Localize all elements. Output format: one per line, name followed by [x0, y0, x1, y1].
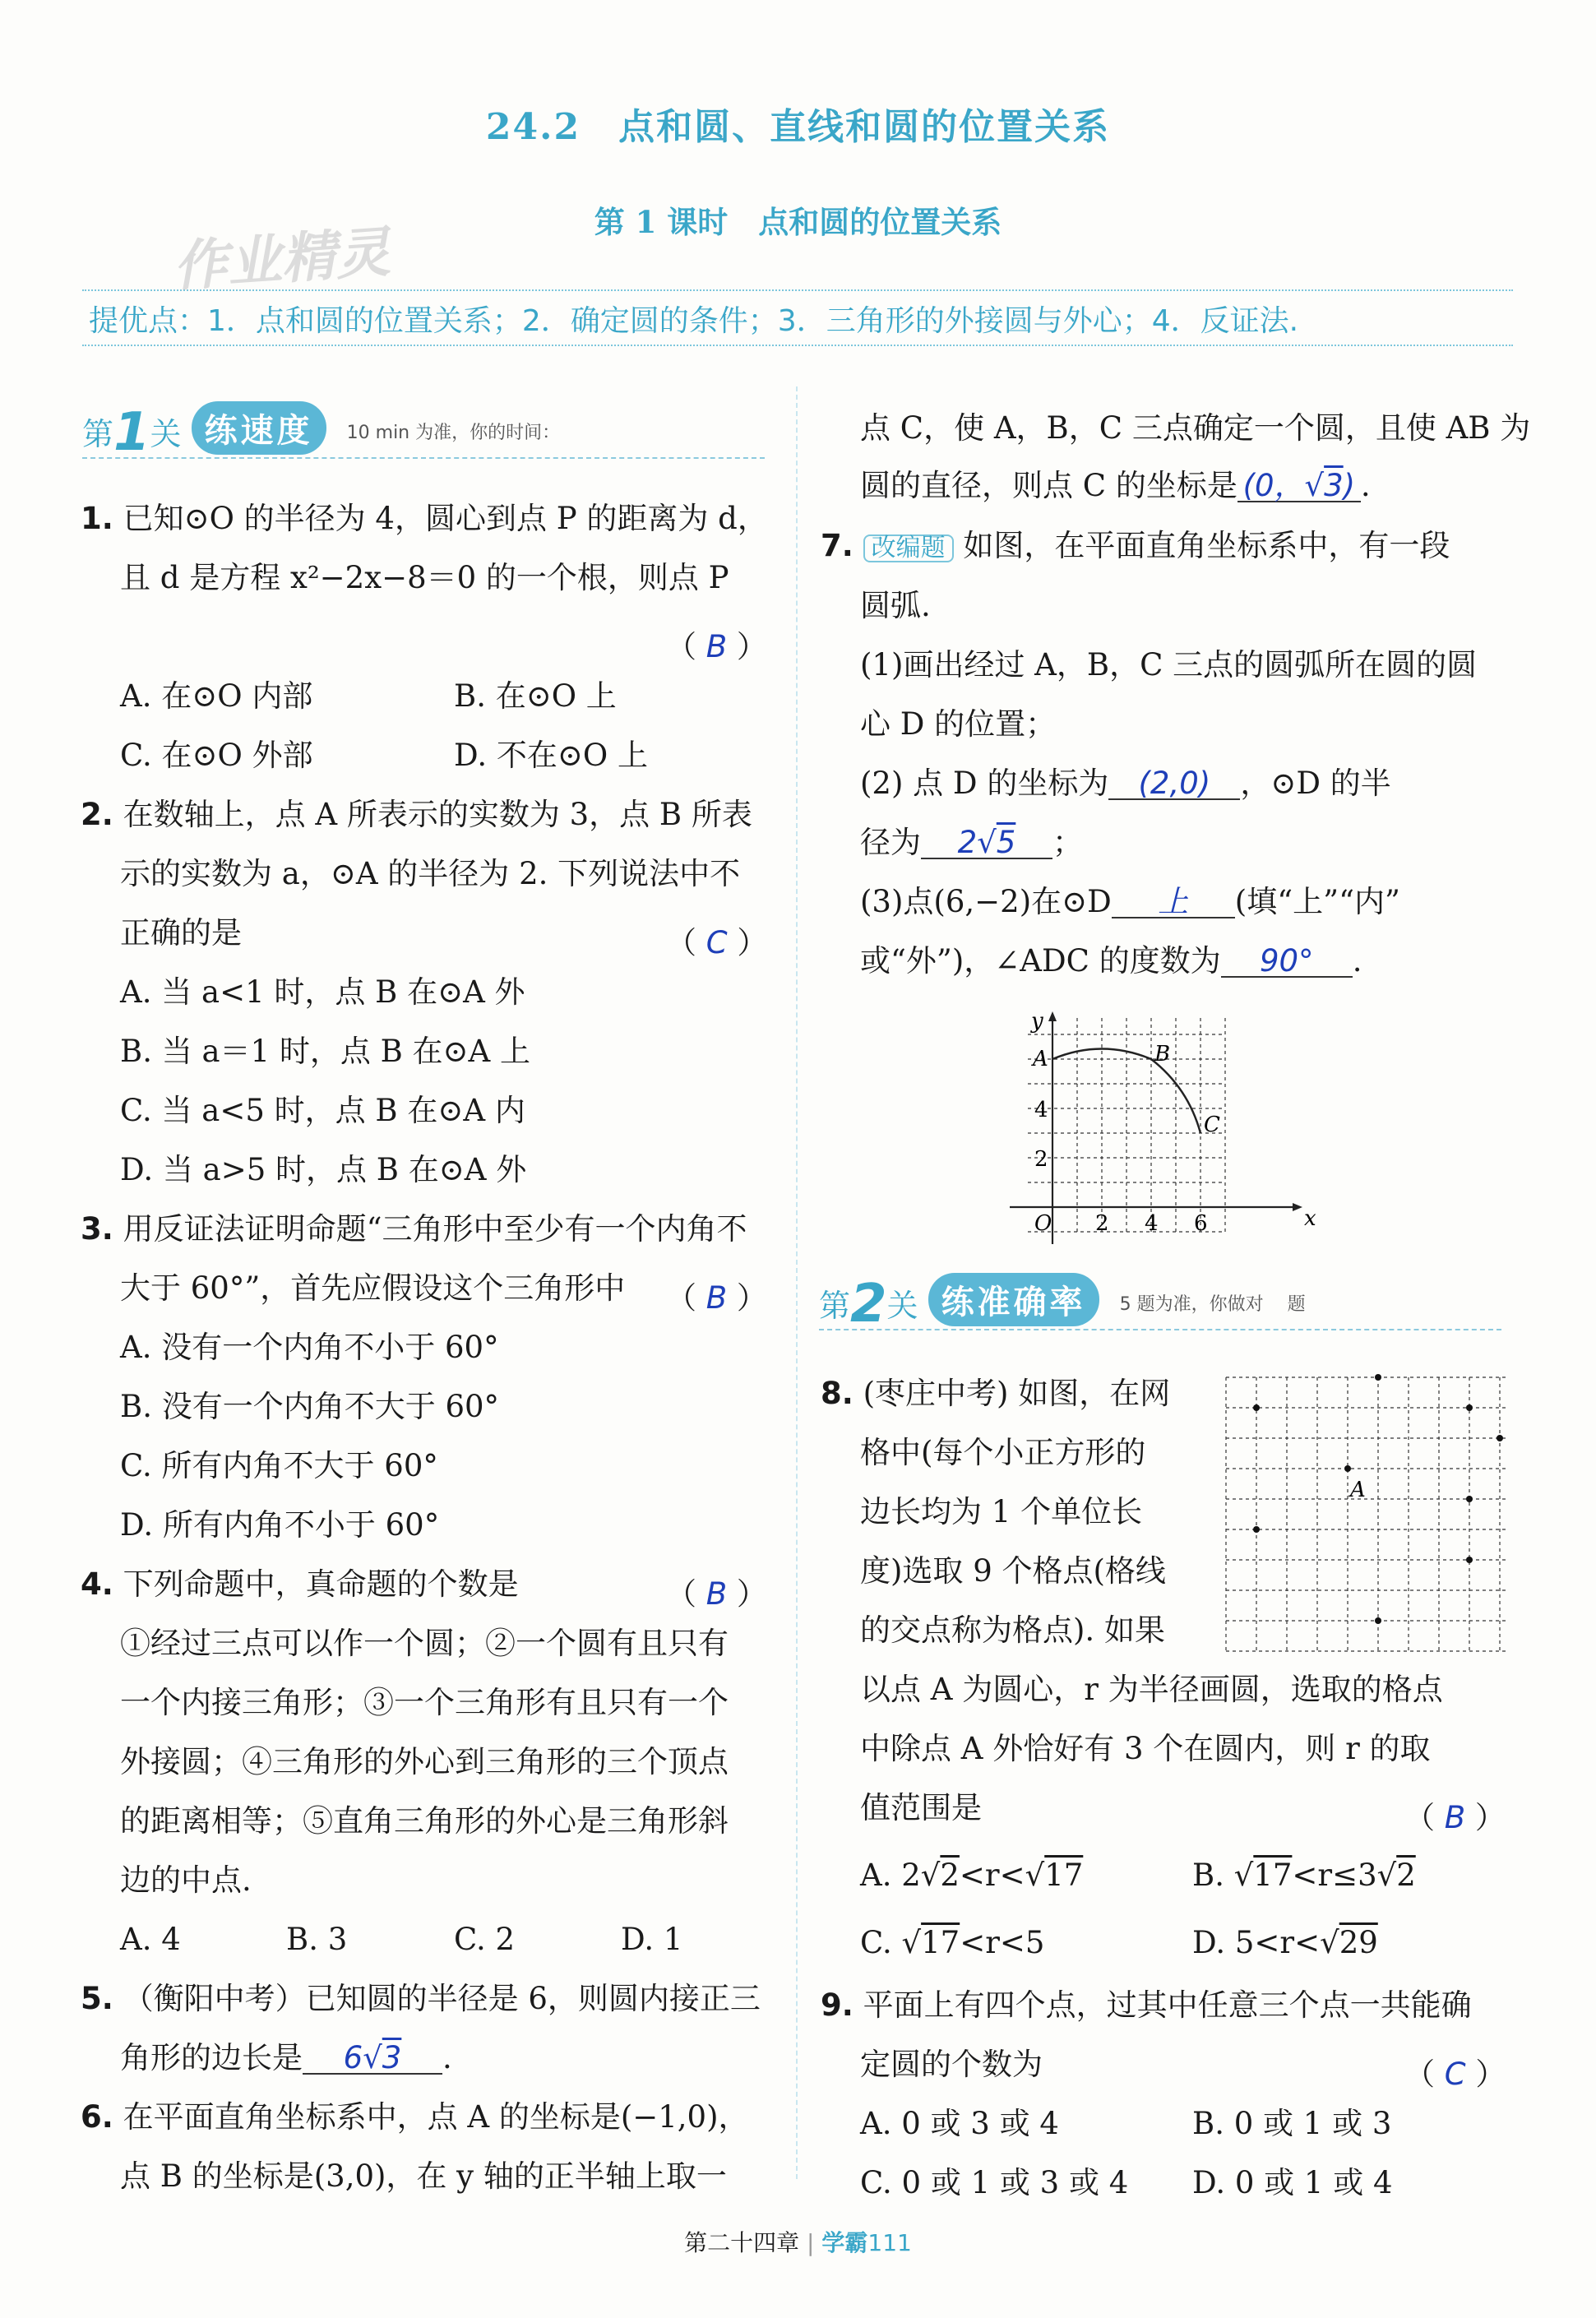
q8-grid-figure: [1222, 1373, 1510, 1661]
q6-answer-pre: (0，: [1242, 468, 1305, 503]
q2-option-d: D. 当 a>5 时，点 B 在⊙A 外: [120, 1152, 527, 1187]
q8-optc-pre: C.: [860, 1925, 902, 1960]
q7-line7-row: [860, 886, 1400, 918]
q8-option-b: B. √17<r≤3√2: [1192, 1858, 1416, 1893]
q6-answer-blank[interactable]: [1237, 470, 1361, 502]
q7-line7a: (3)点(6,−2)在⊙D: [860, 884, 1112, 919]
q7-y-arrow: [1048, 1011, 1057, 1021]
q4-answer-bracket: （ B ）: [666, 1576, 767, 1612]
footer-page: 111: [867, 2229, 912, 2256]
q7-line6-row: [860, 827, 1083, 859]
q4-line6: 边的中点.: [120, 1862, 252, 1898]
q8-answer: B: [1444, 1800, 1466, 1835]
q7-y-tick-4: 4: [1034, 1098, 1048, 1122]
q9-option-d: D. 0 或 1 或 4: [1192, 2165, 1393, 2200]
q7-line8-row: [860, 943, 1362, 979]
q5-line2: [120, 2040, 452, 2075]
q8-line7: 中除点 A 外恰好有 3 个在圆内，则 r 的取: [860, 1731, 1431, 1766]
q2-answer-bracket: （ C ）: [666, 925, 768, 960]
q8-grid-point: [1497, 1435, 1503, 1441]
q6-line4-row: [860, 470, 1371, 502]
q4-option-c: C. 2: [454, 1922, 516, 1957]
q4-option-b: B. 3: [286, 1922, 348, 1957]
q2-number: 2.: [81, 797, 113, 832]
section1-suffix: 关: [150, 416, 182, 452]
q7-number: 7.: [821, 528, 854, 563]
q3-option-b: B. 没有一个内角不大于 60°: [120, 1389, 500, 1424]
q8-option-c: C. √17<r<5: [860, 1925, 1045, 1960]
q5-text: 角形的边长是: [120, 2040, 303, 2075]
q3-line2: 大于 60°”，首先应假设这个三角形中: [120, 1270, 626, 1306]
question-6: [81, 2099, 749, 2135]
q7-ans-angle: 90°: [1259, 943, 1314, 979]
q7-point-b-label: B: [1154, 1042, 1171, 1066]
q8-option-a: A. 2√2<r<√17: [860, 1858, 1084, 1893]
q3-answer: B: [705, 1280, 728, 1316]
q7-grid: [1028, 1018, 1225, 1232]
q8-grid-point: [1466, 1557, 1473, 1563]
question-3: [81, 1211, 747, 1247]
q8-number: 8.: [821, 1376, 854, 1411]
column-divider: [796, 386, 798, 2179]
lesson-subtitle: 第 1 课时 点和圆的位置关系: [594, 204, 1002, 240]
q7-axis-y-label: y: [1031, 1010, 1043, 1034]
q7-ans-d: (2,0): [1138, 766, 1211, 801]
q9-line2: 定圆的个数为: [860, 2047, 1043, 2082]
q1-answer-bracket: （ B ）: [666, 629, 767, 664]
q6-answer-post: ): [1343, 468, 1356, 503]
q9-option-b: B. 0 或 1 或 3: [1192, 2106, 1392, 2141]
q8-option-d: D. 5<r<√29: [1192, 1925, 1378, 1960]
q2-option-c: C. 当 a<5 时，点 B 在⊙A 内: [120, 1093, 525, 1128]
page-footer: 第二十四章 | 学霸111: [684, 2229, 912, 2256]
q7-line7b: (填“上”“内”: [1234, 884, 1400, 919]
question-2: [81, 799, 752, 830]
q5-line1: （衡阳中考）已知圆的半径是 6，则圆内接正三: [123, 1981, 761, 2016]
q6-answer-sqrt: √3: [1304, 468, 1344, 503]
section2-note: 5 题为准，你做对 题: [1119, 1294, 1306, 1315]
q1-line2: 且 d 是方程 x²−2x−8＝0 的一个根，则点 P: [120, 560, 729, 595]
q5-answer-sqrt: √3: [363, 2040, 402, 2075]
q8-line1: (枣庄中考) 如图，在网: [863, 1376, 1171, 1411]
q7-ans-r-coef: 2: [957, 825, 978, 860]
q3-option-c: C. 所有内角不大于 60°: [120, 1448, 438, 1483]
q8-optd-pre: D. 5<r<: [1192, 1925, 1321, 1960]
q6-answer-radicand: 3: [1324, 468, 1344, 503]
q7-line1: 如图，在平面直角坐标系中，有一段: [963, 528, 1450, 563]
q9-line1: 平面上有四个点，过其中任意三个点一共能确: [863, 1987, 1472, 2023]
q8-optc-r1: 17: [921, 1925, 960, 1960]
q7-point-c-label: C: [1204, 1113, 1220, 1137]
q8-line6: 以点 A 为圆心，r 为半径画圆，选取的格点: [860, 1672, 1443, 1707]
q6-line1: 在平面直角坐标系中，点 A 的坐标是(−1,0)，: [123, 2099, 749, 2135]
q7-line6b: ；: [1052, 825, 1083, 860]
q2-line1: 在数轴上，点 A 所表示的实数为 3，点 B 所表: [123, 797, 752, 832]
q1-line1: 已知⊙O 的半径为 4，圆心到点 P 的距离为 d，: [123, 501, 768, 536]
q7-x-tick-6: 6: [1194, 1211, 1208, 1236]
q4-option-d: D. 1: [621, 1922, 683, 1957]
q7-line2: 圆弧.: [860, 588, 931, 623]
section1-pill: 练速度: [192, 401, 326, 455]
q8-line3: 边长均为 1 个单位长: [860, 1494, 1143, 1529]
q7-line6a: 径为: [860, 825, 921, 860]
q6-line3: 点 C，使 A，B，C 三点确定一个圆，且使 AB 为: [860, 410, 1531, 446]
q8-line2: 格中(每个小正方形的: [860, 1435, 1146, 1470]
q5-answer-radicand: 3: [382, 2040, 402, 2075]
section2-prefix: 第: [819, 1288, 851, 1324]
watermark: 作业精灵: [171, 220, 392, 299]
q8-optb-pre: B.: [1192, 1858, 1234, 1893]
q7-tag: 改编题: [863, 534, 954, 562]
q8-line4: 度)选取 9 个格点(格线: [860, 1553, 1166, 1589]
q8-optd-r1: 29: [1339, 1925, 1378, 1960]
q4-number: 4.: [81, 1566, 113, 1602]
q1-option-b: B. 在⊙O 上: [454, 678, 617, 714]
q6-line4: 圆的直径，则点 C 的坐标是: [860, 468, 1237, 503]
question-1: [81, 503, 768, 534]
q8-grid-point: [1466, 1404, 1473, 1411]
q7-y-tick-2: 2: [1034, 1147, 1048, 1172]
q6-number: 6.: [81, 2099, 113, 2135]
q3-answer-bracket: （ B ）: [666, 1280, 767, 1316]
q8-opta-pre: A. 2: [860, 1858, 921, 1893]
footer-brand: 学霸: [821, 2229, 868, 2256]
q7-pos-blank[interactable]: [1112, 886, 1235, 918]
section1-header: [82, 401, 765, 463]
q7-r-blank[interactable]: [921, 827, 1052, 859]
question-5: [81, 1983, 761, 2014]
q3-option-a: A. 没有一个内角不小于 60°: [120, 1330, 499, 1365]
q9-number: 9.: [821, 1987, 854, 2023]
section2-header: [819, 1273, 1501, 1335]
q4-option-a: A. 4: [120, 1922, 181, 1957]
q4-line3: 一个内接三角形；③一个三角形有且只有一个: [120, 1685, 729, 1720]
q7-line5b: ，⊙D 的半: [1240, 766, 1391, 801]
q7-line8a: 或“外”)，∠ADC 的度数为: [860, 943, 1221, 979]
q8-point-a-label: A: [1350, 1478, 1366, 1502]
q2-line2: 示的实数为 a，⊙A 的半径为 2. 下列说法中不: [120, 856, 741, 891]
q9-option-a: A. 0 或 3 或 4: [860, 2106, 1059, 2141]
section2-suffix: 关: [886, 1288, 918, 1324]
q7-d-blank[interactable]: [1108, 768, 1240, 800]
q1-option-d: D. 不在⊙O 上: [454, 738, 648, 773]
q9-answer: C: [1444, 2057, 1466, 2092]
q4-line2: ①经过三点可以作一个圆；②一个圆有且只有: [120, 1626, 729, 1661]
q1-option-a: A. 在⊙O 内部: [120, 678, 313, 714]
q8-opta-r2: 17: [1044, 1858, 1084, 1893]
q8-optb-mid: <r≤3: [1292, 1858, 1377, 1893]
q9-answer-bracket: （ C ）: [1404, 2057, 1506, 2092]
q8-opta-r1: 2: [940, 1858, 960, 1893]
q7-line5a: (2) 点 D 的坐标为: [860, 766, 1109, 801]
q8-grid-point-a: [1344, 1465, 1351, 1472]
q3-number: 3.: [81, 1211, 113, 1247]
q5-answer-coef: 6: [343, 2040, 363, 2075]
q7-x-arrow: [1293, 1203, 1302, 1211]
q8-answer-bracket: （ B ）: [1404, 1800, 1506, 1835]
q7-angle-blank[interactable]: [1221, 943, 1353, 979]
q7-line8b: .: [1352, 943, 1362, 979]
q2-line3: 正确的是: [120, 915, 242, 951]
q7-axis-x-label: x: [1304, 1206, 1316, 1231]
chapter-title: 24.2 点和圆、直线和圆的位置关系: [485, 106, 1111, 148]
q3-option-d: D. 所有内角不小于 60°: [120, 1507, 440, 1543]
q7-x-tick-4: 4: [1145, 1211, 1159, 1236]
q8-grid-point: [1253, 1526, 1260, 1533]
footer-chapter: 第二十四章: [684, 2229, 800, 2256]
q8-grid-lines: [1226, 1377, 1506, 1651]
q7-line3: (1)画出经过 A，B，C 三点的圆弧所在圆的圆: [860, 647, 1478, 682]
q8-optb-r1: 17: [1253, 1858, 1293, 1893]
q1-answer: B: [705, 629, 728, 664]
q3-line1: 用反证法证明命题“三角形中至少有一个内角不: [123, 1211, 747, 1247]
q2-option-a: A. 当 a<1 时，点 B 在⊙A 外: [120, 974, 525, 1010]
question-9: [821, 1987, 1472, 2023]
q8-line5: 的交点称为格点). 如果: [860, 1612, 1165, 1648]
q4-line5: 的距离相等；⑤直角三角形的外心是三角形斜: [120, 1803, 729, 1839]
question-8: [821, 1378, 1170, 1409]
q7-point-a-label: A: [1033, 1047, 1048, 1071]
q4-line4: 外接圆；④三角形的外心到三角形的三个顶点: [120, 1744, 729, 1779]
q9-option-c: C. 0 或 1 或 3 或 4: [860, 2165, 1129, 2200]
q8-grid-point: [1253, 1404, 1260, 1411]
q5-end: .: [442, 2040, 452, 2075]
key-points: 提优点：1．点和圆的位置关系；2．确定圆的条件；3．三角形的外接圆与外心；4．反证法.: [89, 304, 1299, 338]
q7-origin-label: O: [1034, 1211, 1052, 1236]
section2-pill: 练准确率: [928, 1273, 1099, 1326]
q6-line2: 点 B 的坐标是(3,0)，在 y 轴的正半轴上取一: [120, 2158, 727, 2194]
q8-grid-point: [1375, 1617, 1381, 1624]
q7-ans-r-radicand: 5: [996, 825, 1016, 860]
q5-answer-blank[interactable]: [303, 2040, 442, 2075]
q7-ans-r-sqrt: √5: [977, 825, 1016, 860]
q8-line8: 值范围是: [860, 1790, 982, 1825]
q5-number: 5.: [81, 1981, 113, 2016]
q7-coordinate-figure: [1003, 1010, 1332, 1248]
q8-grid-point: [1375, 1374, 1381, 1381]
q4-answer: B: [705, 1576, 728, 1612]
section2-number: 2: [850, 1274, 887, 1335]
q1-number: 1.: [81, 501, 113, 536]
q7-line5-row: [860, 768, 1391, 800]
section1-number: 1: [113, 402, 150, 463]
question-4: [81, 1566, 519, 1602]
q8-optb-r2: 2: [1396, 1858, 1416, 1893]
q6-end: .: [1360, 468, 1371, 503]
q7-ans-pos: 上: [1158, 884, 1189, 919]
section1-prefix: 第: [82, 416, 114, 452]
q7-x-tick-2: 2: [1095, 1211, 1109, 1236]
q8-grid-point: [1466, 1496, 1473, 1502]
section1-note: 10 min 为准，你的时间：: [346, 423, 561, 443]
q2-answer: C: [705, 925, 728, 960]
q1-option-c: C. 在⊙O 外部: [120, 738, 313, 773]
q7-line4: 心 D 的位置；: [860, 706, 1057, 742]
q2-option-b: B. 当 a＝1 时，点 B 在⊙A 上: [120, 1034, 531, 1069]
question-7: [821, 530, 1450, 562]
q8-optc-post: <r<5: [960, 1925, 1045, 1960]
q4-line1: 下列命题中，真命题的个数是: [123, 1566, 519, 1602]
q8-opta-mid: <r<: [959, 1858, 1025, 1893]
